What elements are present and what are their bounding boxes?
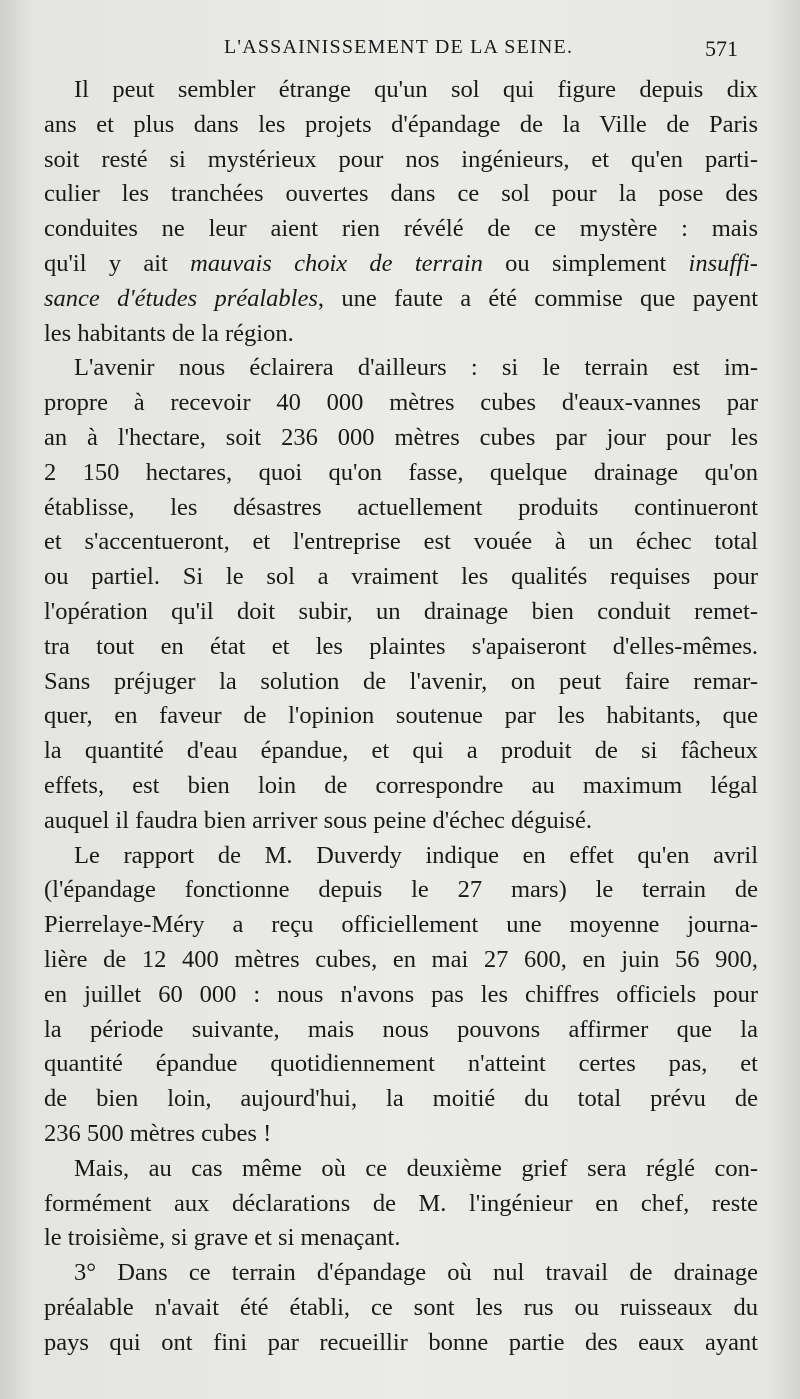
text-segment: Le rapport de M. Duverdy indique en effet qu'en avril xyxy=(74,841,758,869)
text-line xyxy=(44,247,758,282)
text-segment: an à l'hectare, soit 236 000 mètres cubes par jour pour les xyxy=(44,423,758,451)
text-segment: quantité épandue quotidiennement n'atteint certes pas, et xyxy=(44,1050,758,1078)
text-segment: et s'accentueront, et l'entreprise est vouée à un échec total xyxy=(44,528,758,556)
text-segment: Pierrelaye-Méry a reçu officiellement une moyenne journa- xyxy=(44,911,758,939)
text-segment: le troisième, si grave et si menaçant. xyxy=(44,1224,401,1252)
italic-segment: sance d'études préalables xyxy=(44,284,318,312)
text-segment: tra tout en état et les plaintes s'apaiseront d'elles-mêmes. xyxy=(44,632,758,660)
text-segment: les habitants de la région. xyxy=(44,319,294,347)
text-segment: ans et plus dans les projets d'épandage de la Ville de Paris xyxy=(44,110,758,138)
text-line xyxy=(44,1256,758,1291)
text-line xyxy=(44,630,758,665)
text-line xyxy=(44,769,758,804)
text-line xyxy=(44,734,758,769)
text-line xyxy=(44,873,758,908)
text-segment: (l'épandage fonctionne depuis le 27 mars) le terrain de xyxy=(44,876,758,904)
italic-segment: insuffi- xyxy=(688,249,758,277)
text-segment: pays qui ont fini par recueillir bonne partie des eaux ayant xyxy=(44,1328,758,1356)
text-line xyxy=(44,1326,758,1361)
text-line xyxy=(44,1047,758,1082)
italic-segment: mauvais choix de terrain xyxy=(190,249,483,277)
text-line xyxy=(44,1187,758,1222)
text-line xyxy=(44,386,758,421)
text-segment: ou partiel. Si le sol a vraiment les qualités requises pour xyxy=(44,563,758,591)
text-segment: de bien loin, aujourd'hui, la moitié du total prévu de xyxy=(44,1085,758,1113)
text-segment: auquel il faudra bien arriver sous peine d'échec déguisé. xyxy=(44,806,592,834)
text-segment: effets, est bien loin de correspondre au maximum légal xyxy=(44,771,758,799)
text-segment: la période suivante, mais nous pouvons affirmer que la xyxy=(44,1015,758,1043)
text-line xyxy=(44,73,758,108)
text-segment: formément aux déclarations de M. l'ingénieur en chef, reste xyxy=(44,1189,758,1217)
text-segment: préalable n'avait été établi, ce sont les rus ou ruisseaux du xyxy=(44,1293,758,1321)
text-segment: conduites ne leur aient rien révélé de ce mystère : mais xyxy=(44,215,758,243)
text-segment: Mais, au cas même où ce deuxième grief sera réglé con- xyxy=(74,1154,758,1182)
text-segment: 2 150 hectares, quoi qu'on fasse, quelque drainage qu'on xyxy=(44,458,758,486)
page-header xyxy=(0,36,800,66)
text-segment: lière de 12 400 mètres cubes, en mai 27 600, en juin 56 900, xyxy=(44,945,758,973)
text-segment: l'opération qu'il doit subir, un drainage bien conduit remet- xyxy=(44,597,758,625)
text-line xyxy=(44,595,758,630)
text-segment: quer, en faveur de l'opinion soutenue par les habitants, que xyxy=(44,702,758,730)
text-segment: soit resté si mystérieux pour nos ingénieurs, et qu'en parti- xyxy=(44,145,758,173)
text-segment: qu'il y ait xyxy=(44,249,191,277)
text-line xyxy=(44,908,758,943)
text-segment: la quantité d'eau épandue, et qui a produit de si fâcheux xyxy=(44,737,758,765)
page-number: 571 xyxy=(705,36,738,61)
text-segment: Il peut sembler étrange qu'un sol qui figure depuis dix xyxy=(74,76,758,103)
text-line xyxy=(44,282,758,317)
text-segment: propre à recevoir 40 000 mètres cubes d'eaux-vannes par xyxy=(44,389,758,417)
text-line xyxy=(44,839,758,874)
text-line xyxy=(44,212,758,247)
text-line xyxy=(44,560,758,595)
text-segment: L'avenir nous éclairera d'ailleurs : si le terrain est im- xyxy=(74,354,758,382)
text-line xyxy=(44,1013,758,1048)
text-line xyxy=(44,177,758,212)
text-line xyxy=(44,108,758,143)
text-line xyxy=(44,978,758,1013)
text-line xyxy=(44,804,758,839)
text-segment: ou simplement xyxy=(482,249,689,277)
text-line xyxy=(44,1291,758,1326)
text-line xyxy=(44,351,758,386)
text-line xyxy=(44,1117,758,1152)
text-line xyxy=(44,317,758,352)
text-line xyxy=(44,1082,758,1117)
text-segment: 3° Dans ce terrain d'épandage où nul travail de drainage xyxy=(74,1259,758,1287)
text-line xyxy=(44,1221,758,1256)
text-line xyxy=(44,143,758,178)
running-title: L'ASSAINISSEMENT DE LA SEINE. xyxy=(224,36,574,58)
text-segment: 236 500 mètres cubes ! xyxy=(44,1119,272,1147)
body-text xyxy=(44,73,758,1360)
text-segment: culier les tranchées ouvertes dans ce sol pour la pose des xyxy=(44,180,758,208)
text-line xyxy=(44,699,758,734)
text-line xyxy=(44,943,758,978)
text-line xyxy=(44,456,758,491)
text-line xyxy=(44,665,758,700)
text-line xyxy=(44,421,758,456)
text-line xyxy=(44,491,758,526)
text-line xyxy=(44,1152,758,1187)
text-segment: Sans préjuger la solution de l'avenir, on peut faire remar- xyxy=(44,667,758,695)
text-segment: établisse, les désastres actuellement produits continueront xyxy=(44,493,758,521)
text-segment: en juillet 60 000 : nous n'avons pas les chiffres officiels pour xyxy=(44,980,758,1008)
text-segment: , une faute a été commise que payent xyxy=(317,284,758,312)
text-line xyxy=(44,525,758,560)
